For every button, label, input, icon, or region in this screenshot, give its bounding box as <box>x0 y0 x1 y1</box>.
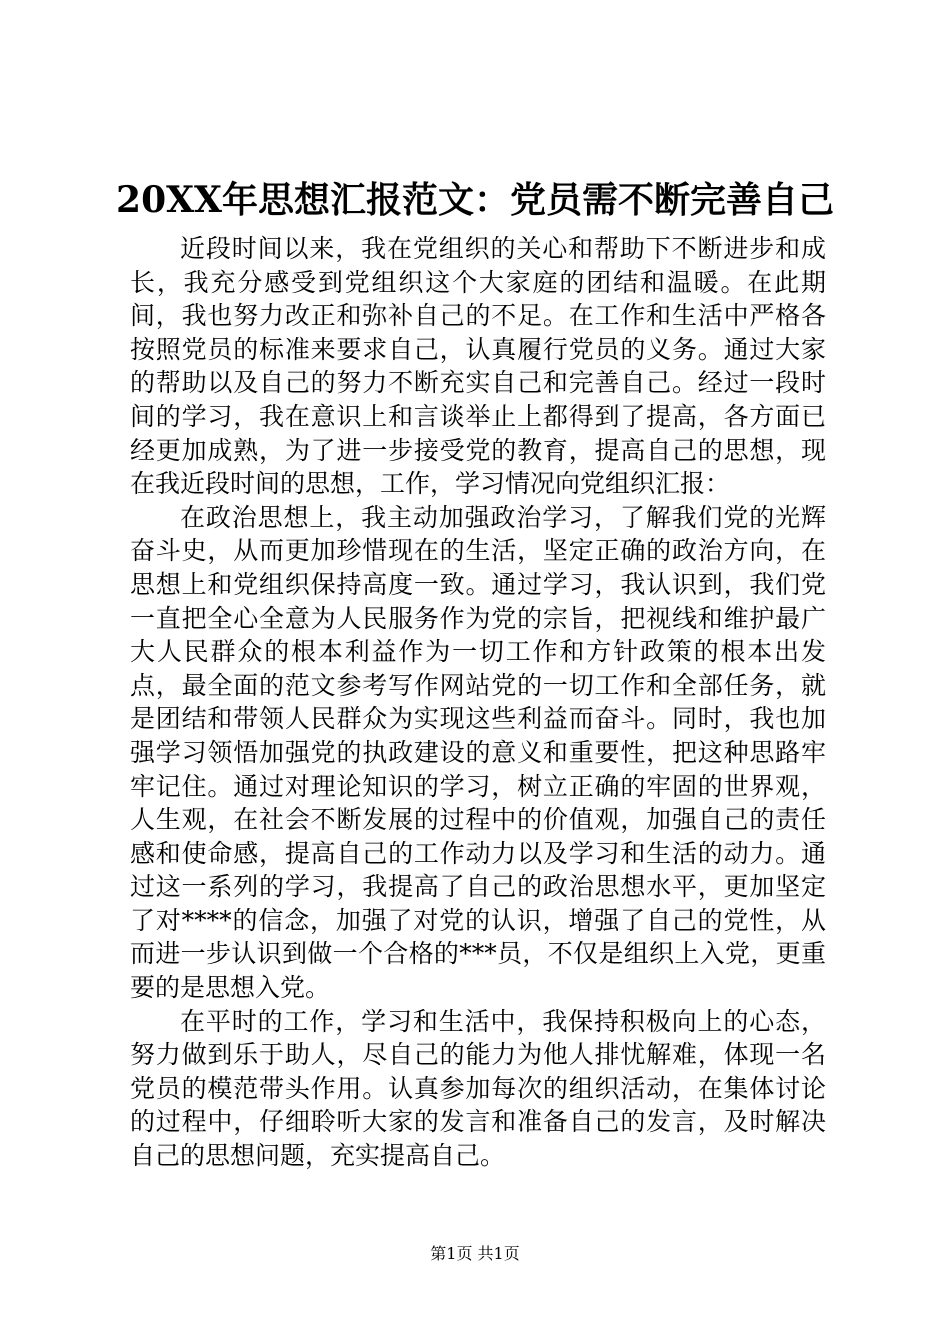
document-body <box>130 232 826 1173</box>
paragraph: 在政治思想上，我主动加强政治学习，了解我们党的光辉奋斗史，从而更加珍惜现在的生活，坚定正确的政治方向，在思想上和党组织保持高度一致。通过学习，我认识到，我们党一直把全心全意为人民服务作为党的宗旨，把视线和维护最广大人民群众的根本利益作为一切工作和方针政策的根本出发点，最全面的范文参考写作网站党的一切工作和全部任务，就是团结和带领人民群众为实现这些利益而奋斗。同时，我也加强学习领悟加强党的执政建设的意义和重要性，把这种思路牢牢记住。通过对理论知识的学习，树立正确的牢固的世界观，人生观，在社会不断发展的过程中的价值观，加强自己的责任感和使命感，提高自己的工作动力以及学习和生活的动力。通过这一系列的学习，我提高了自己的政治思想水平，更加坚定了对****的信念，加强了对党的认识，增强了自己的党性，从而进一步认识到做一个合格的***员，不仅是组织上入党，更重要的是思想入党。 <box>130 502 826 1003</box>
document-title: 20XX年思想汇报范文：党员需不断完善自己 <box>116 179 834 221</box>
paragraph: 在平时的工作，学习和生活中，我保持积极向上的心态，努力做到乐于助人，尽自己的能力为他人排忧解难，体现一名党员的模范带头作用。认真参加每次的组织活动，在集体讨论的过程中，仔细聆听大家的发言和准备自己的发言，及时解决自己的思想问题，充实提高自己。 <box>130 1006 826 1171</box>
page-footer: 第1页 共1页 <box>430 1244 520 1263</box>
paragraph: 近段时间以来，我在党组织的关心和帮助下不断进步和成长，我充分感受到党组织这个大家庭的团结和温暖。在此期间，我也努力改正和弥补自己的不足。在工作和生活中严格各按照党员的标准来要求自己，认真履行党员的义务。通过大家的帮助以及自己的努力不断充实自己和完善自己。经过一段时间的学习，我在意识上和言谈举止上都得到了提高，各方面已经更加成熟，为了进一步接受党的教育，提高自己的思想，现在我近段时间的思想，工作，学习情况向党组织汇报： <box>130 234 826 499</box>
